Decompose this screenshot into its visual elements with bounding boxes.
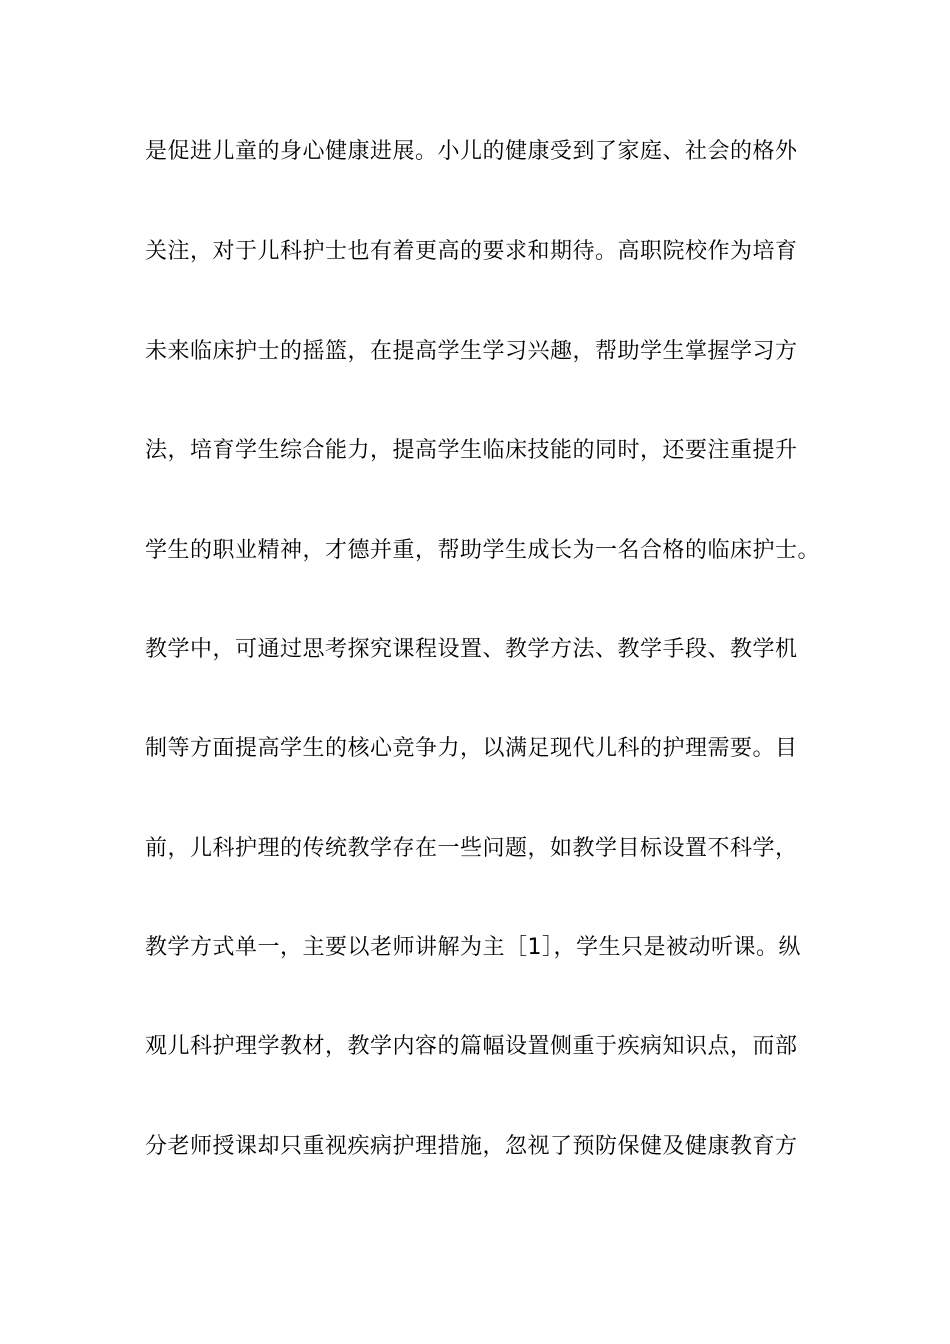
text-line-6: 教学中，可通过思考探究课程设置、教学方法、教学手段、教学机 [145, 637, 798, 662]
text-line-10: 观儿科护理学教材，教学内容的篇幅设置侧重于疾病知识点，而部 [145, 1034, 798, 1059]
text-line-4: 法，培育学生综合能力，提高学生临床技能的同时，还要注重提升 [145, 438, 798, 463]
text-line-8: 前，儿科护理的传统教学存在一些问题，如教学目标设置不科学， [145, 836, 798, 861]
text-line-7: 制等方面提高学生的核心竞争力，以满足现代儿科的护理需要。目 [145, 736, 798, 761]
text-line-1: 是促进儿童的身心健康进展。小儿的健康受到了家庭、社会的格外 [145, 139, 798, 164]
text-line-5: 学生的职业精神，才德并重，帮助学生成长为一名合格的临床护士。 [145, 538, 821, 563]
text-line-9: 教学方式单一，主要以老师讲解为主［1］，学生只是被动听课。纵 [145, 935, 801, 960]
text-line-3: 未来临床护士的摇篮，在提高学生学习兴趣，帮助学生掌握学习方 [145, 339, 798, 364]
text-line-11: 分老师授课却只重视疾病护理措施，忽视了预防保健及健康教育方 [145, 1134, 798, 1159]
text-line-2: 关注，对于儿科护士也有着更高的要求和期待。高职院校作为培育 [145, 239, 798, 264]
